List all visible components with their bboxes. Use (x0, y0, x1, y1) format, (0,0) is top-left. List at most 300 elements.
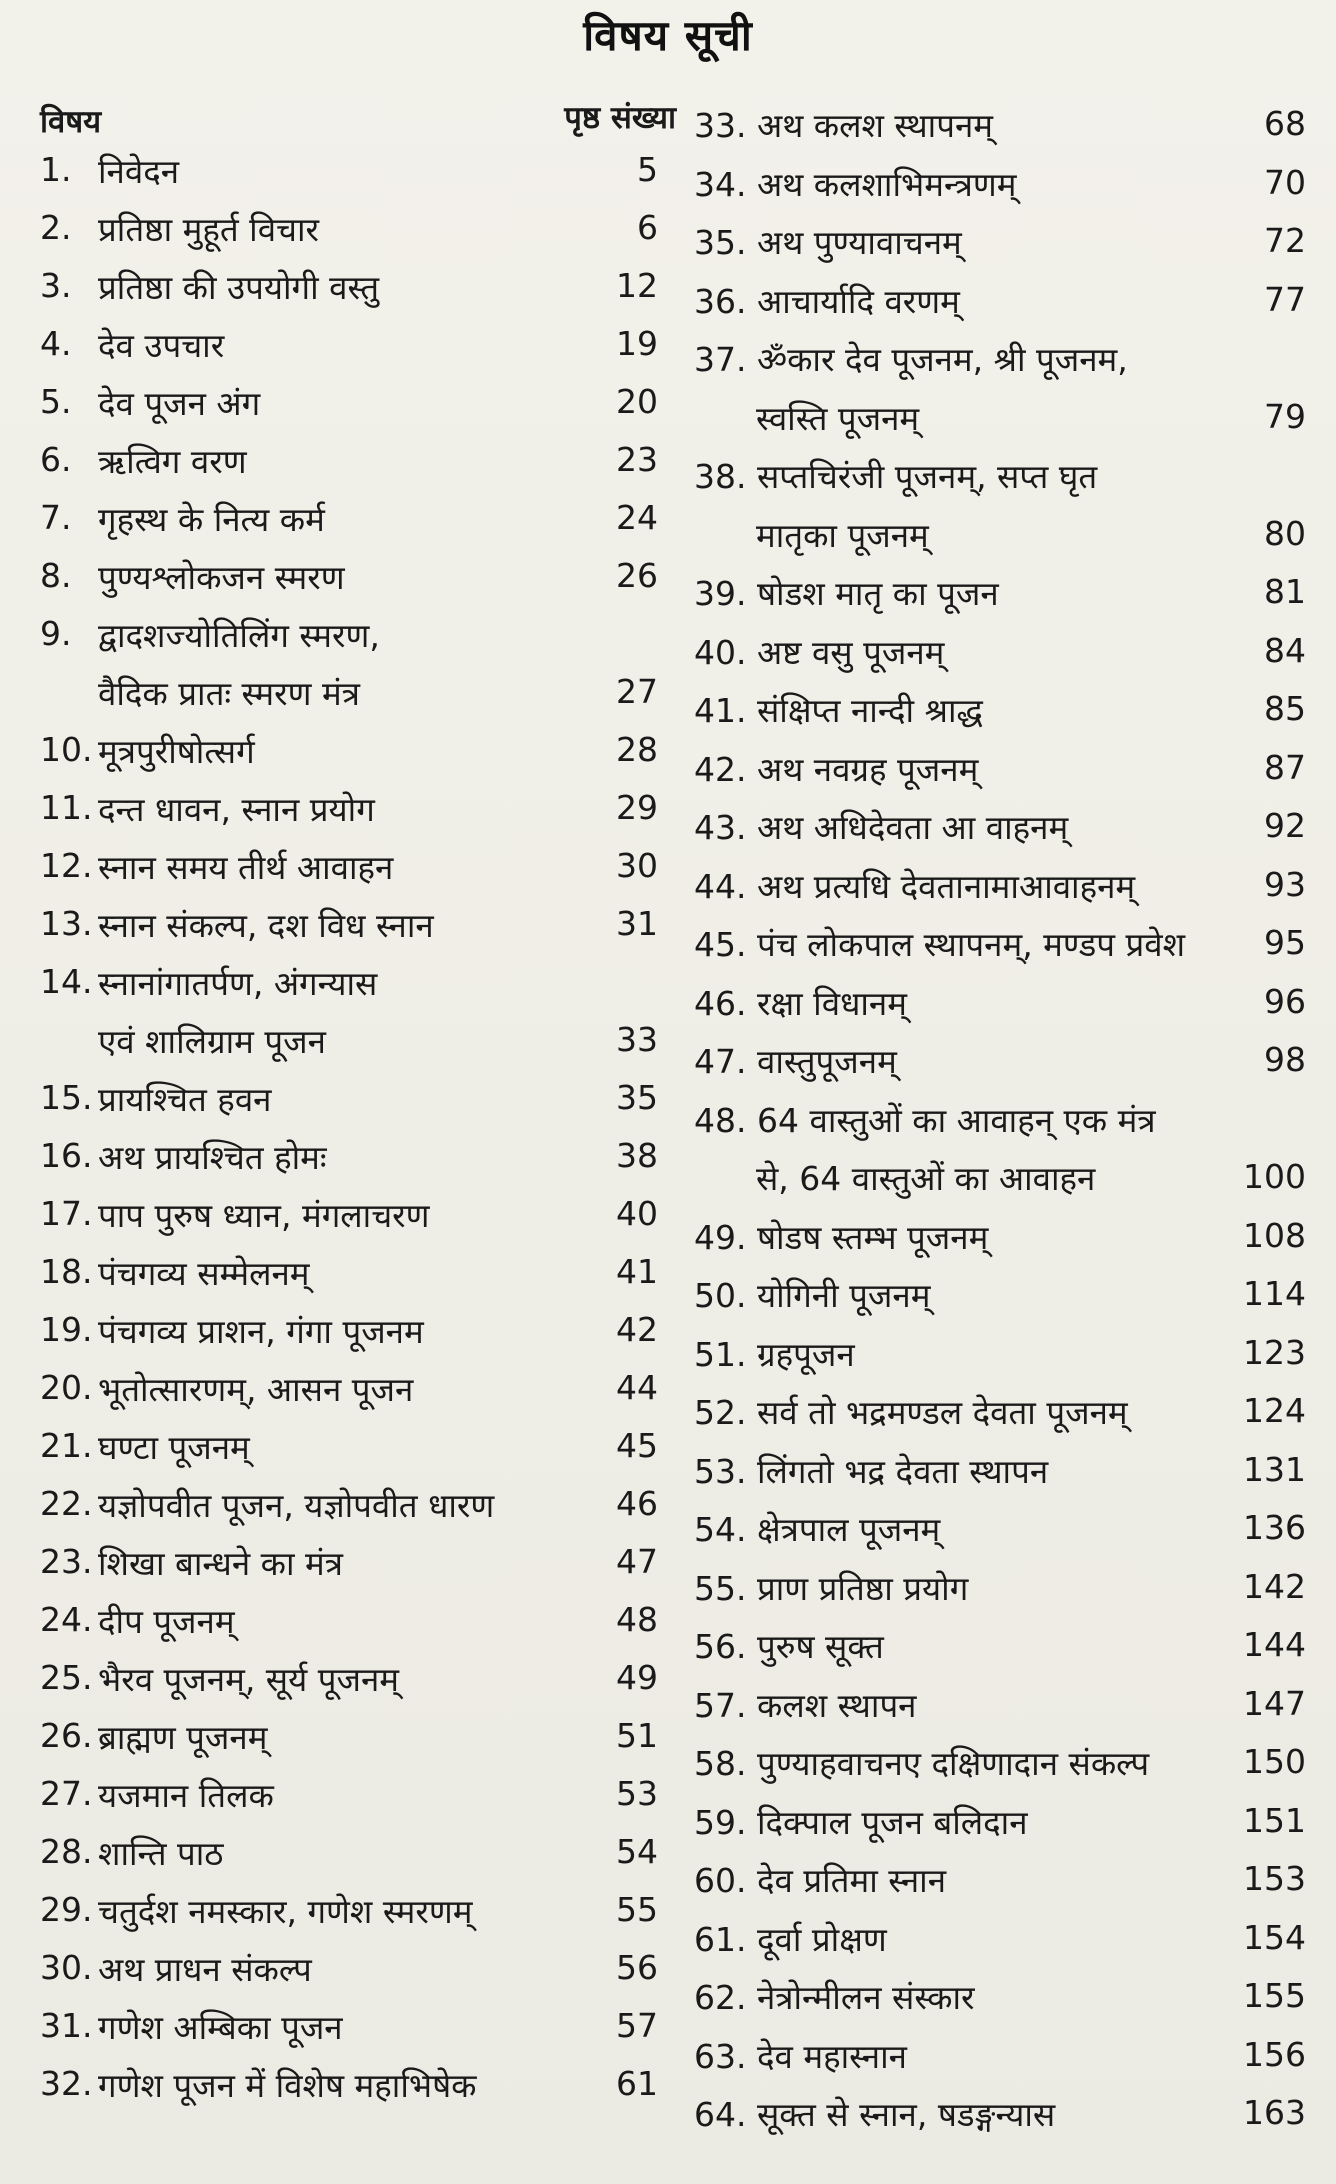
toc-entry-page: 30 (616, 846, 658, 885)
toc-entry-title: वैदिक प्रातः स्मरण मंत्र (98, 674, 360, 713)
toc-entry-page: 35 (616, 1078, 658, 1117)
toc-entry (36, 954, 676, 1012)
toc-entry-title: गृहस्थ के नित्य कर्म (98, 500, 325, 539)
toc-entry (694, 506, 1306, 565)
toc-entry-text (694, 687, 983, 732)
toc-entry-page: 19 (616, 324, 658, 363)
toc-entry (694, 1676, 1306, 1735)
toc-entry-title: पंच लोकपाल स्थापनम्, मण्डप प्रवेश (756, 925, 1186, 964)
toc-entry (694, 2085, 1306, 2144)
toc-entry (36, 490, 676, 548)
toc-entry-text (694, 746, 978, 791)
toc-entry-page: 144 (1243, 1625, 1306, 1664)
toc-entry-number: 37. (694, 340, 747, 379)
toc-entry (36, 1708, 676, 1766)
toc-entry-title: चतुर्दश नमस्कार, गणेश स्मरणम् (98, 1892, 473, 1931)
toc-entry-number: 56. (694, 1627, 747, 1666)
toc-entry-number: 34. (694, 164, 747, 204)
toc-entry (694, 857, 1306, 916)
toc-entry-page: 56 (616, 1948, 658, 1987)
toc-entry (694, 1383, 1306, 1442)
toc-entry-title: देव उपचार (98, 326, 225, 365)
toc-entry-text (694, 2033, 907, 2078)
toc-entry (694, 564, 1306, 623)
toc-entry-title: सूक्त से स्नान, षडङ्गन्यास (756, 2095, 1056, 2134)
toc-entry-number: 22. (40, 1484, 93, 1523)
toc-entry-page: 98 (1264, 1040, 1306, 1079)
toc-entry-page: 87 (1264, 747, 1306, 787)
toc-entry (36, 142, 676, 200)
toc-entry (36, 1824, 676, 1882)
toc-entry-text (694, 336, 1128, 381)
toc-entry-title: भूतोत्सारणम्, आसन पूजन (98, 1370, 414, 1409)
toc-entry-title: 64 वास्तुओं का आवाहन् एक मंत्र (756, 1100, 1156, 1140)
toc-entry (694, 1032, 1306, 1091)
toc-entry-number: 59. (694, 1802, 747, 1842)
toc-entry-page: 6 (637, 208, 658, 247)
toc-entry-page: 155 (1243, 1976, 1306, 2015)
toc-entry-number: 6. (40, 440, 72, 479)
toc-entry-number: 14. (40, 962, 93, 1001)
toc-entry-title: रक्षा विधानम् (756, 983, 907, 1023)
toc-entry-page: 41 (616, 1252, 658, 1291)
toc-left-column (36, 96, 676, 2166)
toc-entry-title: ब्राह्मण पूजनम् (98, 1718, 268, 1757)
toc-entry-page: 114 (1243, 1274, 1306, 1313)
toc-entry (36, 664, 676, 722)
toc-entry-title: पंचगव्य सम्मेलनम् (98, 1254, 310, 1293)
toc-entry-number: 60. (694, 1861, 747, 1900)
toc-entry-page: 123 (1243, 1332, 1306, 1372)
toc-entry-number: 64. (694, 2095, 747, 2134)
toc-entry-title: क्षेत्रपाल पूजनम् (756, 1510, 941, 1549)
toc-entry-title: भैरव पूजनम्, सूर्य पूजनम् (98, 1660, 400, 1699)
toc-entry-number: 7. (40, 498, 72, 537)
toc-entry-number: 61. (694, 1919, 747, 1959)
toc-entry (694, 155, 1306, 214)
toc-entry-text (694, 1448, 1048, 1493)
toc-entry-text (694, 2091, 1055, 2136)
toc-entry-title: षोडष स्तम्भ पूजनम् (756, 1217, 989, 1257)
toc-entry (694, 1968, 1306, 2027)
toc-entry-number: 41. (694, 691, 747, 730)
toc-entry-number: 13. (40, 904, 93, 943)
toc-entry-page: 142 (1243, 1566, 1306, 1606)
toc-entry-title: ग्रहपूजन (756, 1334, 855, 1374)
toc-entry-title: देव पूजन अंग (98, 384, 261, 423)
toc-entry-page: 108 (1243, 1215, 1306, 1255)
toc-entry-number: 11. (40, 788, 93, 827)
toc-entry-title: स्वस्ति पूजनम् (756, 398, 920, 438)
toc-entry-page: 84 (1264, 630, 1306, 670)
toc-entry-number: 58. (694, 1744, 747, 1783)
toc-entry-number: 52. (694, 1393, 747, 1432)
toc-entry-title: मातृका पूजनम् (756, 515, 929, 555)
toc-entry-title: लिंगतो भद्र देवता स्थापन (756, 1451, 1049, 1491)
toc-entry-title: गणेश पूजन में विशेष महाभिषेक (98, 2066, 477, 2105)
toc-entry-page: 79 (1264, 396, 1306, 436)
toc-entry-number: 9. (40, 614, 72, 653)
toc-entry-page: 49 (616, 1658, 658, 1697)
toc-entry-page: 163 (1243, 2093, 1306, 2132)
toc-entry-text (694, 278, 960, 323)
toc-entry (694, 1500, 1306, 1559)
toc-entry-text (694, 1506, 940, 1551)
toc-entry (36, 1360, 676, 1418)
toc-entry-page: 100 (1243, 1157, 1306, 1196)
toc-entry (36, 1592, 676, 1650)
toc-entry-page: 70 (1264, 162, 1306, 202)
toc-entry (36, 1882, 676, 1940)
toc-entry-title: सप्तचिरंजी पूजनम्, सप्त घृत (756, 457, 1098, 496)
toc-entry (694, 1851, 1306, 1910)
toc-entry (36, 1186, 676, 1244)
toc-entry-page: 38 (616, 1136, 658, 1175)
toc-entry-title: ऋत्विग वरण (98, 442, 247, 481)
toc-entry-title: अथ प्रत्यधि देवतानामाआवाहनम् (756, 866, 1136, 906)
toc-entry-number: 54. (694, 1510, 747, 1549)
toc-entry-number: 3. (40, 266, 72, 305)
toc-entry-number: 43. (694, 808, 747, 847)
toc-entry (36, 1476, 676, 1534)
toc-entry-number: 42. (694, 749, 747, 789)
toc-entry (36, 1012, 676, 1070)
toc-entry-text (694, 1331, 855, 1376)
toc-entry (694, 1266, 1306, 1325)
toc-entry (694, 740, 1306, 799)
toc-entry-title: वास्तुपूजनम् (756, 1042, 897, 1081)
toc-entry-text (694, 1682, 917, 1727)
toc-entry-title: अथ प्रायश्चित होमः (98, 1138, 327, 1177)
toc-entry-number: 57. (694, 1685, 747, 1725)
toc-entry-number: 40. (694, 632, 747, 672)
toc-entry-title: सर्व तो भद्रमण्डल देवता पूजनम् (756, 1393, 1128, 1432)
toc-entry-page: 96 (1264, 981, 1306, 1021)
toc-entry-title: अथ कलशाभिमन्त्रणम् (756, 164, 1017, 204)
toc-entry-page: 45 (616, 1426, 658, 1465)
toc-entry-number: 55. (694, 1568, 747, 1608)
toc-entry-number: 31. (40, 2006, 93, 2045)
toc-entry-title: अथ प्राधन संकल्प (98, 1950, 312, 1989)
toc-entry-number: 15. (40, 1078, 93, 1117)
toc-entry-title: द्वादशज्योतिलिंग स्मरण, (98, 616, 380, 655)
toc-entry-text (694, 453, 1097, 498)
toc-entry-text (694, 570, 999, 615)
toc-entry (36, 1998, 676, 2056)
toc-entry-number: 8. (40, 556, 72, 595)
toc-entry-title: स्नान संकल्प, दश विध स्नान (98, 906, 434, 945)
toc-entry (694, 681, 1306, 740)
toc-entry-page: 47 (616, 1542, 658, 1581)
toc-entry-page: 80 (1264, 513, 1306, 553)
toc-entry-page: 150 (1243, 1742, 1306, 1781)
toc-entry-number: 4. (40, 324, 72, 363)
toc-entry-number: 24. (40, 1600, 93, 1639)
toc-entry-title: निवेदन (98, 152, 180, 191)
toc-entry (694, 2027, 1306, 2086)
toc-entry-number: 53. (694, 1451, 747, 1491)
toc-entry (36, 896, 676, 954)
toc-entry-page: 54 (616, 1832, 658, 1871)
toc-entry-number: 27. (40, 1774, 93, 1813)
toc-entry-page: 81 (1264, 572, 1306, 611)
toc-entry (694, 915, 1306, 974)
toc-entry (36, 606, 676, 664)
toc-entry-page: 26 (616, 556, 658, 595)
toc-entry (694, 1208, 1306, 1267)
toc-entry (694, 798, 1306, 857)
toc-entry-title: शिखा बान्धने का मंत्र (98, 1544, 343, 1583)
toc-entry (694, 1442, 1306, 1501)
toc-entry-page: 93 (1264, 864, 1306, 904)
toc-entry-page: 92 (1264, 806, 1306, 845)
toc-entry-page: 147 (1243, 1683, 1306, 1723)
toc-entry-title: दिक्पाल पूजन बलिदान (756, 1802, 1028, 1842)
toc-entry-number: 46. (694, 983, 747, 1023)
toc-entry-title: यजमान तिलक (98, 1776, 274, 1815)
toc-entry-page: 124 (1243, 1391, 1306, 1430)
toc-entry-title: दूर्वा प्रोक्षण (756, 1919, 887, 1959)
toc-entry (694, 1325, 1306, 1384)
toc-entry-title: आचार्यादि वरणम् (756, 281, 960, 321)
toc-entry (36, 432, 676, 490)
toc-entry-title: संक्षिप्त नान्दी श्राद्ध (756, 691, 983, 730)
toc-entry-number: 35. (694, 223, 747, 262)
toc-entry-title: अथ नवग्रह पूजनम् (756, 749, 979, 789)
toc-entry-text (694, 980, 907, 1025)
toc-entry-title: यज्ञोपवीत पूजन, यज्ञोपवीत धारण (98, 1486, 495, 1525)
toc-entry-number: 5. (40, 382, 72, 421)
toc-entry (36, 1940, 676, 1998)
toc-entry-number: 51. (694, 1334, 747, 1374)
toc-entry-text (694, 1214, 988, 1259)
toc-entry-page: 136 (1243, 1508, 1306, 1547)
toc-entry (36, 548, 676, 606)
toc-entry-number: 48. (694, 1100, 747, 1140)
toc-entry (36, 1418, 676, 1476)
toc-entry (694, 330, 1306, 389)
toc-entry-page: 40 (616, 1194, 658, 1233)
toc-entry-number: 63. (694, 2036, 747, 2076)
toc-entry (36, 2056, 676, 2114)
toc-entry-page: 57 (616, 2006, 658, 2045)
toc-entry (694, 1149, 1306, 1208)
toc-entry-number: 1. (40, 150, 72, 189)
toc-entry (36, 1244, 676, 1302)
toc-entry (36, 1650, 676, 1708)
toc-entry-page: 24 (616, 498, 658, 537)
toc-entry (36, 1128, 676, 1186)
toc-entry-title: दन्त धावन, स्नान प्रयोग (98, 790, 375, 829)
header-page-count: पृष्ठ संख्या (564, 100, 676, 136)
toc-entry-number: 26. (40, 1716, 93, 1755)
toc-entry-page: 12 (616, 266, 658, 305)
toc-entry (36, 1070, 676, 1128)
toc-entry-page: 151 (1243, 1800, 1306, 1840)
toc-entry-number: 33. (694, 106, 747, 145)
toc-entry-number: 38. (694, 457, 747, 496)
toc-entry-number: 36. (694, 281, 747, 321)
toc-entry-title: गणेश अम्बिका पूजन (98, 2008, 343, 2047)
toc-entry (36, 1534, 676, 1592)
toc-entry-title: स्नानांगातर्पण, अंगन्यास (98, 964, 378, 1003)
toc-entry-page: 46 (616, 1484, 658, 1523)
toc-entry-page: 33 (616, 1020, 658, 1059)
toc-entry-page: 5 (637, 150, 658, 189)
toc-entry-number: 30. (40, 1948, 93, 1987)
toc-entry-title: शान्ति पाठ (98, 1834, 224, 1873)
toc-entry (36, 780, 676, 838)
toc-entry-number: 25. (40, 1658, 93, 1697)
toc-entry (36, 722, 676, 780)
toc-entry (36, 316, 676, 374)
toc-entry-text (694, 1916, 887, 1961)
toc-entry (694, 1910, 1306, 1969)
toc-entry-page: 48 (616, 1600, 658, 1639)
toc-entry-page: 153 (1243, 1859, 1306, 1898)
toc-entry-number: 10. (40, 730, 93, 769)
toc-entry-number: 62. (694, 1978, 747, 2017)
toc-entry-text (694, 1097, 1156, 1142)
toc-right-column (694, 96, 1306, 2166)
toc-entry-title: प्राण प्रतिष्ठा प्रयोग (756, 1568, 969, 1608)
toc-entry (36, 200, 676, 258)
toc-entry-title: षोडश मातृ का पूजन (756, 574, 999, 613)
toc-header (36, 96, 676, 142)
toc-entry-text (694, 863, 1135, 908)
toc-entry-title: कलश स्थापन (756, 1685, 917, 1725)
toc-entry (694, 96, 1306, 155)
toc-entry-title: पंचगव्य प्राशन, गंगा पूजनम (98, 1312, 424, 1351)
toc-entry-title: देव प्रतिमा स्नान (756, 1861, 947, 1900)
page-title: विषय सूची (583, 11, 753, 60)
toc-entry-title: अष्ट वसु पूजनम् (756, 632, 945, 672)
toc-entry-page: 68 (1264, 104, 1306, 143)
toc-entry-page: 154 (1243, 1917, 1306, 1957)
toc-entry-title: मूत्रपुरीषोत्सर्ग (98, 732, 255, 771)
toc-entry-title: प्रायश्चित हवन (98, 1080, 272, 1119)
toc-entry (694, 1091, 1306, 1150)
toc-entry (694, 1559, 1306, 1618)
toc-entry-page: 55 (616, 1890, 658, 1929)
toc-entry (694, 1793, 1306, 1852)
toc-entry-title: योगिनी पूजनम् (756, 1276, 931, 1315)
toc-entry-text (694, 1974, 975, 2019)
toc-entry (36, 838, 676, 896)
toc-entry-text (694, 219, 962, 264)
toc-entry-page: 28 (616, 730, 658, 769)
toc-entry-title: अथ पुण्यावाचनम् (756, 223, 962, 262)
toc-entry-title: पुण्याहवाचनए दक्षिणादान संकल्प (756, 1744, 1150, 1783)
toc-entry-text (694, 1799, 1028, 1844)
toc-entry (694, 447, 1306, 506)
toc-entry-number: 20. (40, 1368, 93, 1407)
toc-entry-text (694, 1389, 1128, 1434)
toc-entry-number: 29. (40, 1890, 93, 1929)
toc-entry (36, 1302, 676, 1360)
toc-entry-number: 50. (694, 1276, 747, 1315)
toc-entry (694, 272, 1306, 331)
toc-entry-title: पाप पुरुष ध्यान, मंगलाचरण (98, 1196, 430, 1235)
toc-entry-text (694, 102, 993, 147)
toc-entry (36, 374, 676, 432)
toc-entry-text (694, 1857, 946, 1902)
toc-entry-text (694, 1740, 1149, 1785)
toc-entry-page: 131 (1243, 1449, 1306, 1489)
toc-entry-page: 23 (616, 440, 658, 479)
toc-entry (36, 1766, 676, 1824)
toc-entry-page: 20 (616, 382, 658, 421)
toc-entry (694, 1617, 1306, 1676)
toc-entry (36, 258, 676, 316)
toc-entry-page: 31 (616, 904, 658, 943)
toc-entry-number: 19. (40, 1310, 93, 1349)
toc-entry-text (694, 1272, 930, 1317)
toc-entry-number: 44. (694, 866, 747, 906)
toc-entry-page: 27 (616, 672, 658, 711)
toc-entry-page: 77 (1264, 279, 1306, 319)
toc-entry-page: 51 (616, 1716, 658, 1755)
toc-entry-number: 16. (40, 1136, 93, 1175)
toc-entry-number: 17. (40, 1194, 93, 1233)
toc-entry-number: 21. (40, 1426, 93, 1465)
toc-entry-title: स्नान समय तीर्थ आवाहन (98, 848, 394, 887)
toc-entry-page: 85 (1264, 689, 1306, 728)
toc-entry-number: 23. (40, 1542, 93, 1581)
toc-entry-number: 32. (40, 2064, 93, 2103)
toc-entry-title: अथ कलश स्थापनम् (756, 106, 994, 145)
toc-entry-title: प्रतिष्ठा मुहूर्त विचार (98, 210, 320, 249)
toc-entry-page: 61 (616, 2064, 658, 2103)
toc-entry-title: से, 64 वास्तुओं का आवाहन (756, 1159, 1096, 1198)
toc-entry-page: 156 (1243, 2034, 1306, 2074)
toc-entry-number: 12. (40, 846, 93, 885)
toc-entry-text (694, 921, 1185, 966)
toc-entry (694, 623, 1306, 682)
toc-entry-title: पुरुष सूक्त (756, 1627, 884, 1666)
toc-entry-number: 2. (40, 208, 72, 247)
toc-entry-number: 18. (40, 1252, 93, 1291)
toc-entry-text (694, 1038, 897, 1083)
toc-entry-text (694, 161, 1017, 206)
toc-entry-text (694, 629, 944, 674)
toc-entry-title: देव महास्नान (756, 2036, 907, 2076)
toc-entry-title: एवं शालिग्राम पूजन (98, 1022, 326, 1061)
toc-entry-title: घण्टा पूजनम् (98, 1428, 250, 1467)
toc-entry-page: 72 (1264, 221, 1306, 260)
toc-entry-number: 45. (694, 925, 747, 964)
toc-entry-title: प्रतिष्ठा की उपयोगी वस्तु (98, 268, 380, 307)
toc-entry (694, 974, 1306, 1033)
toc-entry-page: 95 (1264, 923, 1306, 962)
toc-entry-text (694, 1565, 968, 1610)
toc-entry-number: 28. (40, 1832, 93, 1871)
toc-entry-title: अथ अधिदेवता आ वाहनम् (756, 808, 1069, 847)
toc-entry (694, 389, 1306, 448)
toc-entry-page: 53 (616, 1774, 658, 1813)
toc-entry-number: 47. (694, 1042, 747, 1081)
toc-entry-page: 29 (616, 788, 658, 827)
toc-entry-title: ॐकार देव पूजनम, श्री पूजनम, (756, 340, 1128, 379)
toc-entry-title: नेत्रोन्मीलन संस्कार (756, 1978, 975, 2017)
toc-entry-number: 49. (694, 1217, 747, 1257)
toc-entry-text (694, 804, 1068, 849)
toc-entry (694, 1734, 1306, 1793)
toc-entry-text (694, 1623, 884, 1668)
header-subject: विषय (40, 104, 102, 140)
toc-entry-number: 39. (694, 574, 747, 613)
toc-entry-title: पुण्यश्लोकजन स्मरण (98, 558, 345, 597)
